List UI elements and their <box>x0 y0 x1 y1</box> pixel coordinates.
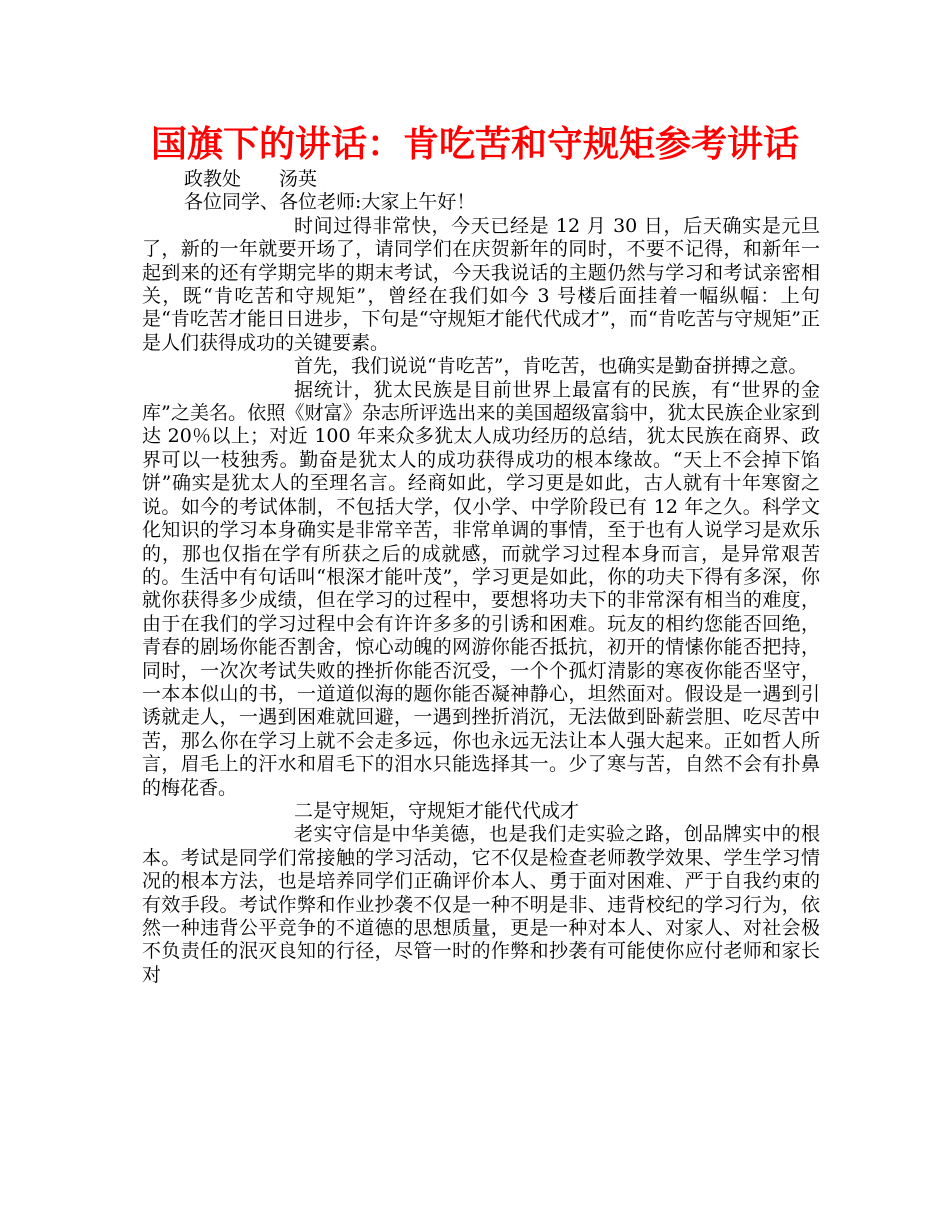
document-title: 国旗下的讲话：肯吃苦和守规矩参考讲话 <box>150 124 799 165</box>
author-dept: 政教处 <box>184 168 242 190</box>
paragraph-statistics: 据统计，犹太民族是目前世界上最富有的民族，有“世界的金库”之美名。依照《财富》杂志所评选出来的美国超级富翁中，犹太民族企业家到达 20％以上；对近 100 年来众多犹太人成功经历的总结，犹太民族在商界、政界可以一枝独秀。勤奋是犹太人的成功获得成功的根本缘故。“天上不会掉下馅饼”确实是犹太人的至理名言。经商如此，学习更是如此，古人就有十年寒窗之说。如今的考试体制，不包括大学，仅小学、中学阶段已有 12 年之久。科学文化知识的学习本身确实是非常辛苦，非常单调的事情，至于也有人说学习是欢乐的，那也仅指在学有所获之后的成就感，而就学习过程本身而言，是异常艰苦的。生活中有句话叫“根深才能叶茂”，学习更是如此，你的功夫下得有多深，你就你获得多少成绩，但在学习的过程中，要想将功夫下的非常深有相当的难度，由于在我们的学习过程中会有许许多多的引诱和困难。玩友的相约您能否回绝，青春的剧场你能否割舍，惊心动魄的网游你能否抵抗，初开的情愫你能否把持，同时，一次次考试失败的挫折你能否沉受，一个个孤灯清影的寒夜你能否坚守，一本本似山的书，一道道似海的题你能否凝神静心，坦然面对。假设是一遇到引诱就走人，一遇到困难就回避，一遇到挫折消沉，无法做到卧薪尝胆、吃尽苦中苦，那么你在学习上就不会走多远，你也永远无法让本人强大起来。正如哲人所言，眉毛上的汗水和眉毛下的泪水只能选择其一。少了寒与苦，自然不会有扑鼻的梅花香。 <box>142 378 820 799</box>
greeting: 各位同学、各位老师:大家上午好！ <box>184 191 476 214</box>
section-heading-second-point: 二是守规矩，守规矩才能代代成才 <box>294 799 580 822</box>
paragraph-intro: 时间过得非常快，今天已经是 12 月 30 日，后天确实是元旦了，新的一年就要开场了，请同学们在庆贺新年的同时，不要不记得，和新年一起到来的还有学期完毕的期末考试，今天我说话的主题仍然与学习和考试亲密相关，既“肯吃苦和守规矩”，曾经在我们如今 3 号楼后面挂着一幅纵幅：上句是“肯吃苦才能日日进步，下句是“守规矩才能代代成才”，而“肯吃苦与守规矩”正是人们获得成功的关键要素。 <box>142 214 820 354</box>
paragraph-honesty: 老实守信是中华美德，也是我们走实验之路，创品牌实中的根本。考试是同学们常接触的学习活动，它不仅是检查老师教学效果、学生学习情况的根本方法，也是培养同学们正确评价本人、勇于面对困难、严于自我约束的有效手段。考试作弊和作业抄袭不仅是一种不明是非、违背校纪的学习行为，依然一种违背公平竞争的不道德的思想质量，更是一种对本人、对家人、对社会极不负责任的泯灭良知的行径，尽管一时的作弊和抄袭有可能使你应付老师和家长对 <box>142 823 820 986</box>
paragraph-first-point: 首先，我们说说“肯吃苦”，肯吃苦，也确实是勤奋拼搏之意。 <box>294 355 808 378</box>
author-line <box>142 168 820 191</box>
author-name: 汤英 <box>279 168 318 190</box>
document-body <box>142 168 820 987</box>
